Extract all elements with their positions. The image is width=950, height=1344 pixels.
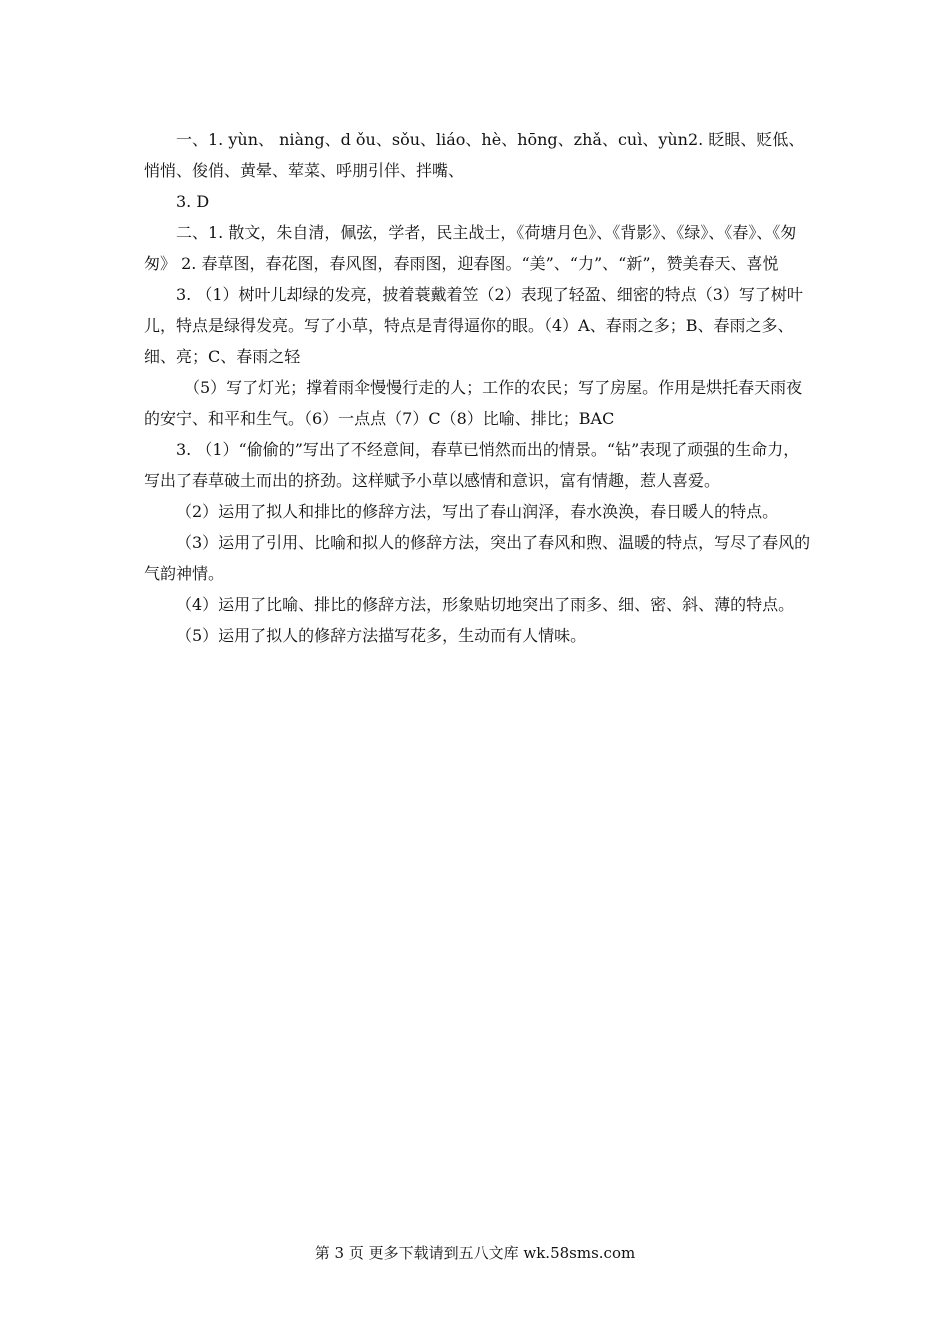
answer-section-1-phonetics: 一、1. yùn、 niàng、d ǒu、sǒu、liáo、hè、hōng、zhǎ、cuì、yùn2. 眨眼、贬低、悄悄、俊俏、黄晕、荤菜、呼朋引伴、拌嘴、 — [144, 130, 805, 180]
page-footer: 第 3 页 更多下载请到五八文库 wk.58sms.com — [314, 1244, 636, 1262]
answer-section-3-item-3: （3）运用了引用、比喻和拟人的修辞方法，突出了春风和煦、温暖的特点，写尽了春风的气韵神情。 — [144, 533, 811, 583]
answer-section-3-item-5: （5）运用了拟人的修辞方法描写花多，生动而有人情味。 — [176, 626, 587, 645]
answer-section-3-item-1: 3. （1）“偷偷的”写出了不经意间，春草已悄然而出的情景。“钻”表现了顽强的生命力，写出了春草破土而出的挤劲。这样赋予小草以感情和意识，富有情趣，惹人喜爱。 — [144, 440, 800, 490]
answer-section-2-item-3: 3. （1）树叶儿却绿的发亮，披着蓑戴着笠（2）表现了轻盈、细密的特点（3）写了树叶儿，特点是绿得发亮。写了小草，特点是青得逼你的眼。（4）A、春雨之多；B、春雨之多、细、亮；C、春雨之轻 — [144, 285, 803, 366]
answer-section-2-literature: 二、1. 散文，朱自清，佩弦，学者，民主战士，《荷塘月色》、《背影》、《绿》、《春》、《匆匆》 2. 春草图，春花图，春风图，春雨图，迎春图。“美”、“力”、“新”，赞美春天、喜悦 — [144, 223, 797, 273]
answer-section-2-item-3-part-5: （5）写了灯光；撑着雨伞慢慢行走的人；工作的农民；写了房屋。作用是烘托春天雨夜的安宁、和平和生气。（6）一点点（7）C（8）比喻、排比；BAC — [144, 378, 803, 428]
answer-section-3-item-2: （2）运用了拟人和排比的修辞方法，写出了春山润泽，春水涣涣，春日暖人的特点。 — [176, 502, 779, 521]
answer-section-1-item-3: 3. D — [176, 192, 210, 211]
answer-content — [144, 124, 814, 651]
answer-section-3-item-4: （4）运用了比喻、排比的修辞方法，形象贴切地突出了雨多、细、密、斜、薄的特点。 — [176, 595, 795, 614]
